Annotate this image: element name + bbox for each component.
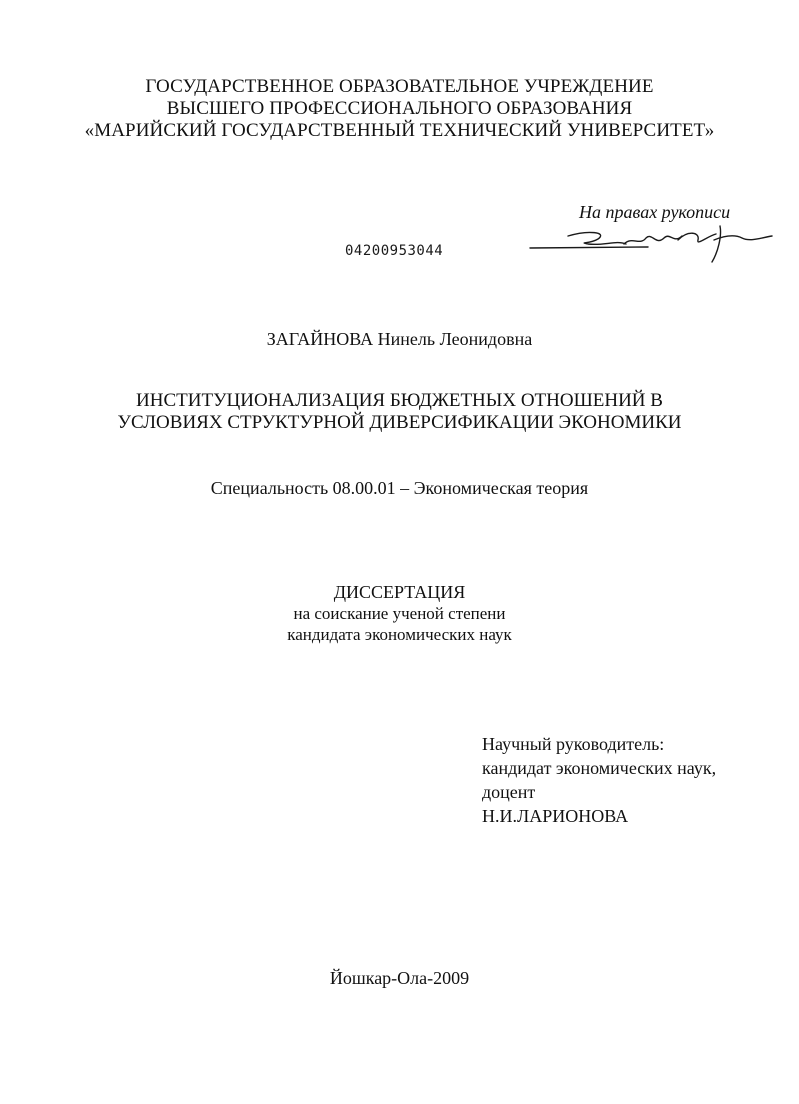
- supervisor-block: [482, 732, 716, 828]
- supervisor-degree: кандидат экономических наук,: [482, 758, 717, 778]
- author-surname: ЗАГАЙНОВА: [266, 329, 374, 349]
- supervisor-label: Научный руководитель:: [482, 734, 665, 754]
- dissertation-title-line-2: УСЛОВИЯХ СТРУКТУРНОЙ ДИВЕРСИФИКАЦИИ ЭКОНОМИКИ: [117, 412, 682, 433]
- institution-line-1: ГОСУДАРСТВЕННОЕ ОБРАЗОВАТЕЛЬНОЕ УЧРЕЖДЕНИЕ: [145, 76, 654, 97]
- institution-line-3: «МАРИЙСКИЙ ГОСУДАРСТВЕННЫЙ ТЕХНИЧЕСКИЙ УНИВЕРСИТЕТ»: [84, 120, 715, 141]
- supervisor-rank: доцент: [482, 782, 536, 802]
- specialty: Специальность 08.00.01 – Экономическая теория: [210, 478, 589, 498]
- work-type-line-2: кандидата экономических наук: [287, 625, 512, 644]
- institution-line-2: ВЫСШЕГО ПРОФЕССИОНАЛЬНОГО ОБРАЗОВАНИЯ: [166, 98, 633, 119]
- author-given-names: Нинель Леонидовна: [377, 329, 533, 349]
- registration-number: 04200953044: [345, 243, 444, 259]
- author-name: [0, 329, 799, 350]
- supervisor-name: Н.И.ЛАРИОНОВА: [482, 806, 629, 826]
- manuscript-note: На правах рукописи: [579, 202, 731, 222]
- work-type-heading: ДИССЕРТАЦИЯ: [333, 582, 466, 602]
- place-year: Йошкар-Ола-2009: [329, 968, 470, 988]
- dissertation-title-line-1: ИНСТИТУЦИОНАЛИЗАЦИЯ БЮДЖЕТНЫХ ОТНОШЕНИЙ В: [136, 390, 663, 411]
- work-type-line-1: на соискание ученой степени: [293, 604, 506, 623]
- signature-image: [528, 222, 776, 266]
